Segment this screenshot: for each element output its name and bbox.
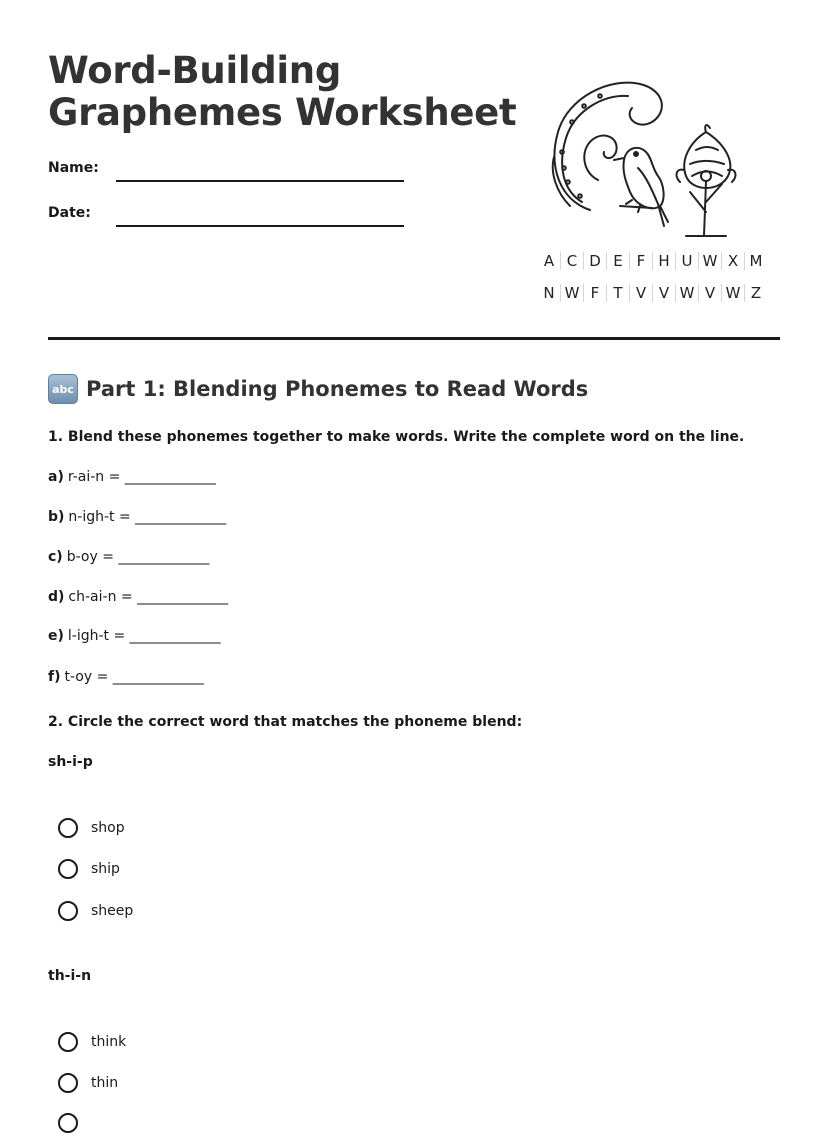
item-text: n-igh-t = _____________ xyxy=(68,509,227,525)
option-label: sheep xyxy=(91,903,134,919)
option-shop[interactable] xyxy=(58,818,125,838)
q1-item-b[interactable] xyxy=(48,509,226,525)
item-text: t-oy = _____________ xyxy=(64,669,204,685)
item-text: ch-ai-n = _____________ xyxy=(68,589,229,605)
alphabet-letter: D xyxy=(584,252,607,270)
radio-circle[interactable] xyxy=(58,1073,78,1093)
radio-circle[interactable] xyxy=(58,818,78,838)
item-text: r-ai-n = _____________ xyxy=(67,469,216,485)
item-text: l-igh-t = _____________ xyxy=(67,628,221,644)
title-line-1: Word-Building xyxy=(48,49,342,92)
alphabet-letter: V xyxy=(699,284,722,302)
radio-circle[interactable] xyxy=(58,859,78,879)
alphabet-letter: V xyxy=(653,284,676,302)
option-sheep[interactable] xyxy=(58,901,133,921)
option-thin[interactable] xyxy=(58,1073,118,1093)
blend-th-i-n: th-i-n xyxy=(48,968,92,984)
abc-icon: abc xyxy=(48,374,78,404)
alphabet-letter: X xyxy=(722,252,745,270)
option-partial[interactable] xyxy=(58,1113,91,1133)
part-1-heading xyxy=(48,374,588,404)
item-label: a) xyxy=(48,469,64,485)
radio-circle[interactable] xyxy=(58,901,78,921)
radio-circle[interactable] xyxy=(58,1032,78,1052)
name-label: Name: xyxy=(48,160,99,176)
option-ship[interactable] xyxy=(58,859,120,879)
question-1-prompt: 1. Blend these phonemes together to make words. Write the complete word on the line. xyxy=(48,429,745,445)
q1-item-e[interactable] xyxy=(48,628,221,644)
page-title xyxy=(48,50,516,134)
item-text: b-oy = _____________ xyxy=(66,549,210,565)
option-label: think xyxy=(91,1034,127,1050)
blend-sh-i-p: sh-i-p xyxy=(48,754,93,770)
date-label: Date: xyxy=(48,205,91,221)
alphabet-row-1 xyxy=(538,252,767,270)
alphabet-letter: U xyxy=(676,252,699,270)
part-1-title: Part 1: Blending Phonemes to Read Words xyxy=(86,377,589,401)
alphabet-letter: W xyxy=(561,284,584,302)
item-label: b) xyxy=(48,509,65,525)
bird-tree-illustration xyxy=(540,72,750,244)
alphabet-letter: T xyxy=(607,284,630,302)
alphabet-letter: A xyxy=(538,252,561,270)
alphabet-letter: H xyxy=(653,252,676,270)
question-2-prompt: 2. Circle the correct word that matches the phoneme blend: xyxy=(48,714,523,730)
option-label: shop xyxy=(91,820,125,836)
q1-item-f[interactable] xyxy=(48,669,204,685)
q1-item-a[interactable] xyxy=(48,469,216,485)
item-label: d) xyxy=(48,589,65,605)
alphabet-letter: N xyxy=(538,284,561,302)
option-label: ship xyxy=(91,861,120,877)
option-label: thin xyxy=(91,1075,119,1091)
alphabet-letter: V xyxy=(630,284,653,302)
item-label: c) xyxy=(48,549,63,565)
alphabet-letter: E xyxy=(607,252,630,270)
alphabet-letter: F xyxy=(584,284,607,302)
q1-item-d[interactable] xyxy=(48,589,228,605)
date-line[interactable] xyxy=(116,225,404,227)
q1-item-c[interactable] xyxy=(48,549,209,565)
radio-circle[interactable] xyxy=(58,1113,78,1133)
item-label: e) xyxy=(48,628,64,644)
alphabet-letter: C xyxy=(561,252,584,270)
name-line[interactable] xyxy=(116,180,404,182)
option-think[interactable] xyxy=(58,1032,126,1052)
item-label: f) xyxy=(48,669,61,685)
alphabet-letter: M xyxy=(749,252,763,270)
section-divider xyxy=(48,337,780,340)
title-line-2: Graphemes Worksheet xyxy=(48,91,517,134)
alphabet-letter: W xyxy=(676,284,699,302)
alphabet-row-2 xyxy=(538,284,767,302)
alphabet-letter: F xyxy=(630,252,653,270)
alphabet-letter: W xyxy=(699,252,722,270)
alphabet-letter: Z xyxy=(750,284,762,302)
alphabet-letter: W xyxy=(722,284,745,302)
